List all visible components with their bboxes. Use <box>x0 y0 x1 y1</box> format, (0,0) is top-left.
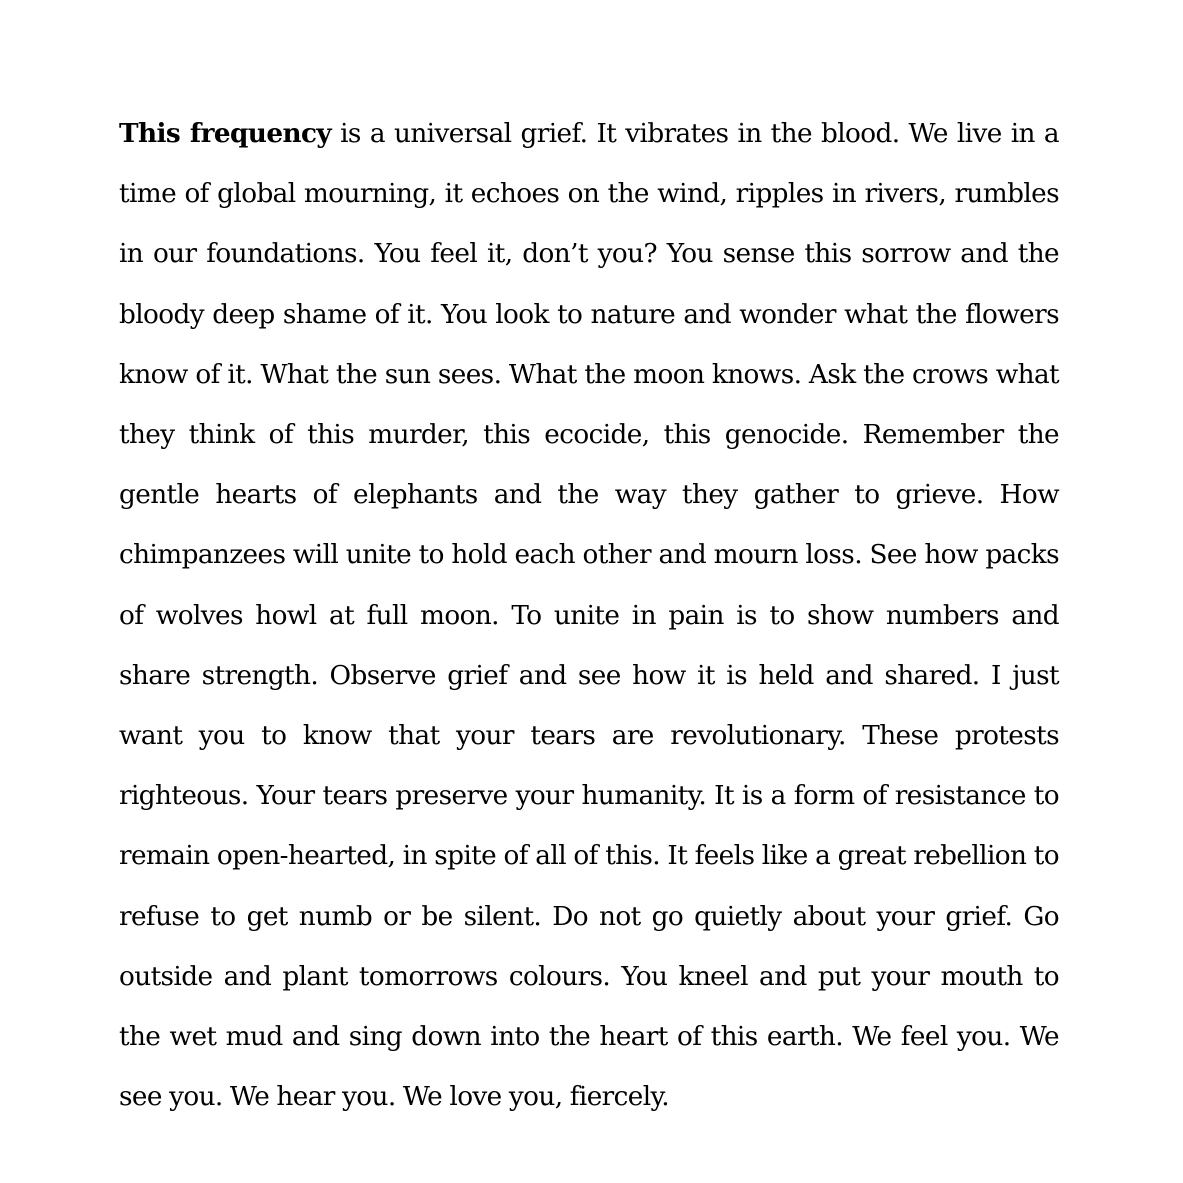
body-text: is a universal grief. It vibrates in the blood. We live in a time of global mourning, it echoes on the wind, ripples in rivers, rumbles in our foundations. You feel it, don’t you? You sense this sorrow and the bloody deep shame of it. You look to nature and wonder what the flowers know of it. What the sun sees. What the moon knows. Ask the crows what they think of this murder, this ecocide, this genocide. Remember the gentle hearts of elephants and the way they gather to grieve. How chimpanzees will unite to hold each other and mourn loss. See how packs of wolves howl at full moon. To unite in pain is to show numbers and share strength. Observe grief and see how it is held and shared. I just want you to know that your tears are revolutionary. These protests righteous. Your tears preserve your humanity. It is a form of resistance to remain open-hearted, in spite of all of this. It feels like a great rebellion to refuse to get numb or be silent. Do not go quietly about your grief. Go outside and plant tomorrows colours. You kneel and put your mouth to the wet mud and sing down into the heart of this earth. We feel you. We see you. We hear you. We love you, fiercely. <box>119 119 1059 1113</box>
body-paragraph <box>119 104 1059 1127</box>
document-page <box>119 104 1059 1127</box>
lead-phrase: This frequency <box>119 118 332 149</box>
